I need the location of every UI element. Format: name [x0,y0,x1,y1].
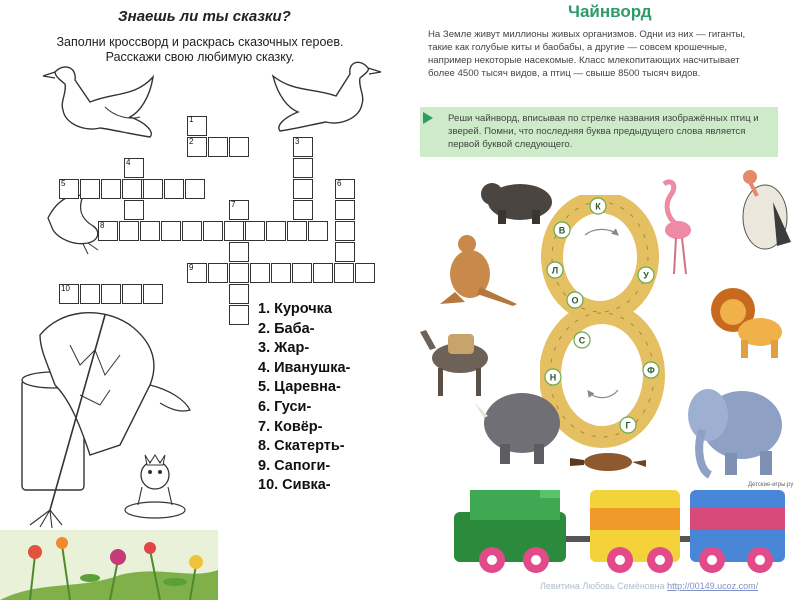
crossword-number: 2 [189,137,194,146]
crossword-cell[interactable] [335,221,355,241]
chain-letter: Н [549,372,557,383]
chain-letter: Ф [647,365,655,376]
crossword-cell[interactable] [80,179,100,199]
crossword-cell[interactable] [143,179,163,199]
crossword-cell[interactable] [161,221,181,241]
clue-item: 6. Гуси- [258,398,312,415]
kangaroo-illustration [425,232,520,307]
crossword-cell[interactable] [355,263,375,283]
crossword-cell[interactable] [245,221,265,241]
crossword-cell[interactable] [101,284,121,304]
task-marker-icon [423,112,433,124]
crossword-cell[interactable] [119,221,139,241]
crossword-cell[interactable] [293,200,313,220]
author-name: Левитина Любовь Семёновна [540,581,665,591]
crossword-number: 6 [337,179,342,188]
crossword-cell[interactable] [335,200,355,220]
chain-letter: Л [551,265,559,276]
crossword-cell[interactable] [122,179,142,199]
clue-item: 10. Сивка- [258,477,331,494]
clue-item: 8. Скатерть- [258,438,345,455]
page-title: Чайнворд [568,2,652,21]
chain-letter: С [578,335,586,346]
crossword-cell[interactable] [229,137,249,157]
crossword-cell[interactable] [140,221,160,241]
clue-item: 5. Царевна- [258,379,341,396]
chain-letter: Г [625,420,631,431]
crossword-cell[interactable] [287,221,307,241]
crossword-cell[interactable] [229,242,249,262]
task-paragraph: Реши чайнворд, вписывая по стрелке названия изображённых птиц и зверей. Помни, что последняя буква предыдущего слова является первой буквой следующего. [448,113,759,150]
crossword-number: 5 [61,179,66,188]
crossword-number: 9 [189,263,194,272]
lion-illustration [705,280,785,360]
platypus-illustration [568,440,648,480]
vulture-illustration [725,162,795,257]
crossword-number: 7 [231,200,236,209]
rhino-illustration [470,378,565,468]
crossword-cell[interactable] [293,179,313,199]
crossword-cell[interactable] [101,179,121,199]
flowers-image [0,530,218,600]
clue-item: 9. Сапоги- [258,457,331,474]
goose-illustration [35,62,160,142]
crossword-cell[interactable] [334,263,354,283]
crossword-cell[interactable] [335,242,355,262]
flamingo-illustration [650,178,695,278]
crossword-cell[interactable] [229,284,249,304]
crossword-number: 8 [100,221,105,230]
chain-letter: У [643,270,649,281]
crossword-number: 4 [126,158,131,167]
baba-yaga-illustration [10,305,200,530]
crossword-cell[interactable] [292,263,312,283]
site-link[interactable]: http://00149.ucoz.com/ [667,581,759,591]
author-credit [540,581,758,591]
crossword-cell[interactable] [182,221,202,241]
clue-item: 2. Баба- [258,320,315,337]
crossword-number: 1 [189,115,194,124]
crossword-cell[interactable] [185,179,205,199]
crossword-cell[interactable] [224,221,244,241]
crossword-number: 3 [295,137,300,146]
crossword-cell[interactable] [250,263,270,283]
goose-illustration [268,56,388,136]
clue-item: 7. Ковёр- [258,418,323,435]
page-title: Знаешь ли ты сказки? [118,8,291,25]
crossword-number: 10 [61,284,70,293]
instruction-line-1: Заполни кроссворд и раскрась сказочных героев. [56,35,344,49]
instruction-line-2: Расскажи свою любимую сказку. [105,50,295,64]
clue-item: 3. Жар- [258,340,310,357]
elephant-illustration [680,375,790,480]
clue-item: 1. Курочка [258,301,332,317]
crossword-cell[interactable] [229,263,249,283]
crossword-cell[interactable] [124,200,144,220]
crossword-cell[interactable] [271,263,291,283]
image-credit: Детские-игры.ру [748,482,794,488]
clue-list [258,300,350,496]
train-illustration [440,490,795,580]
bear-illustration [480,170,555,225]
crossword-cell[interactable] [122,284,142,304]
clue-item: 4. Иванушка- [258,359,351,376]
chain-letter: О [571,295,579,306]
crossword-cell[interactable] [208,137,228,157]
crossword-cell[interactable] [313,263,333,283]
crossword-cell[interactable] [143,284,163,304]
crossword-cell[interactable] [203,221,223,241]
crossword-cell[interactable] [293,158,313,178]
crossword-cell[interactable] [308,221,328,241]
crossword-cell[interactable] [80,284,100,304]
crossword-cell[interactable] [229,305,249,325]
crossword-cell[interactable] [164,179,184,199]
chain-letter: В [558,225,566,236]
crossword-cell[interactable] [266,221,286,241]
chain-letter: К [595,201,601,212]
crossword-cell[interactable] [208,263,228,283]
intro-paragraph: На Земле живут миллионы живых организмов. Одни из них — гиганты, такие как голубые киты и баобабы, а другие — совсем крошечные, например некоторые насекомые. Класс млекопитающих насчитывает более 4500 тысяч видов, а птиц — свыше 8500 тысяч видов. [428,29,746,79]
